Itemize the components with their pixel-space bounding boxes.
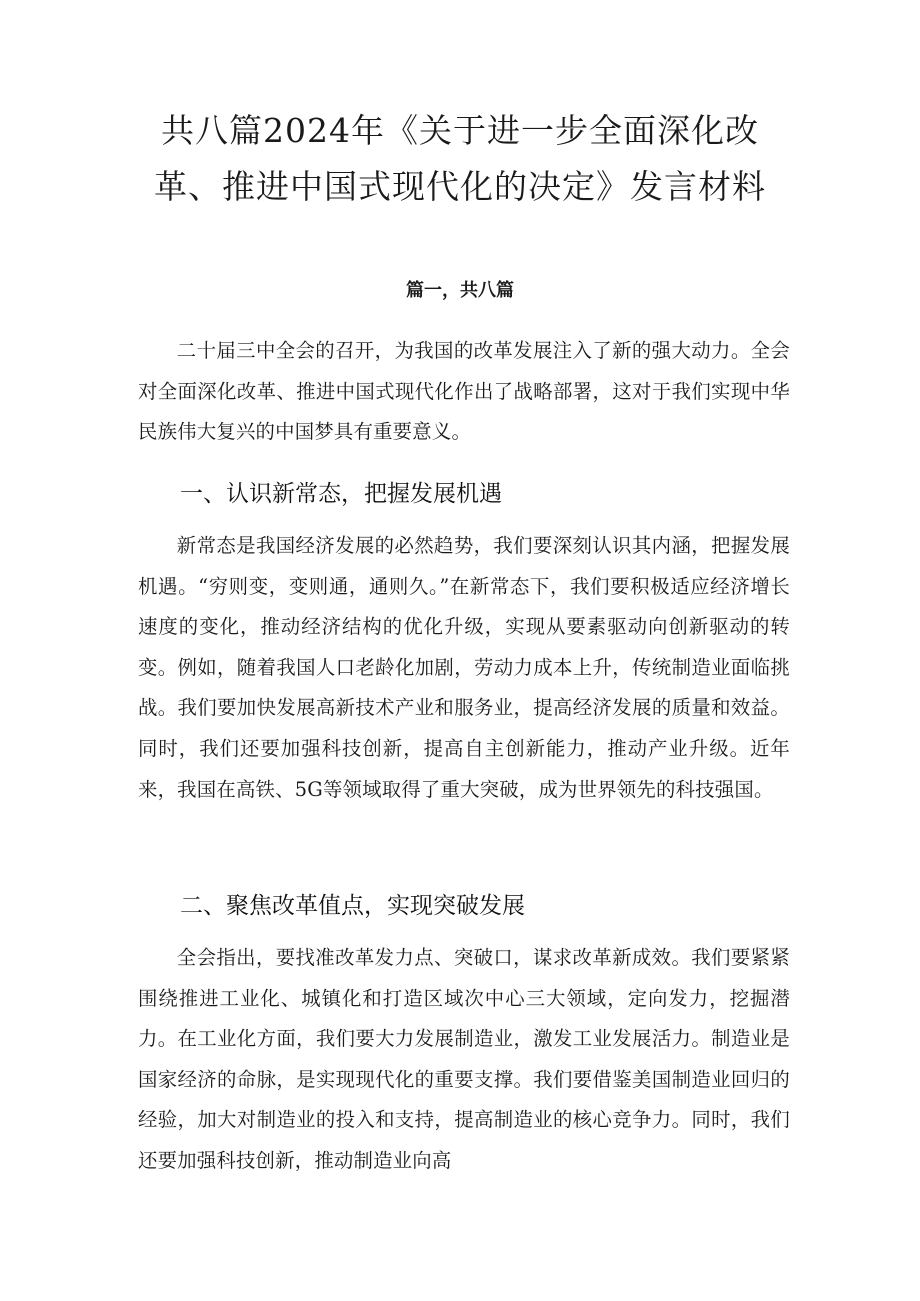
section-1-heading: 一、认识新常态，把握发展机遇: [180, 481, 502, 507]
part-heading: 篇一，共八篇: [406, 280, 514, 301]
document-title-line-2: 革、推进中国式现代化的决定》发言材料: [154, 167, 766, 206]
section-1-paragraph: 新常态是我国经济发展的必然趋势，我们要深刻认识其内涵，把握发展机遇。“穷则变，变则通，通则久。”在新常态下，我们要积极适应经济增长速度的变化，推动经济结构的优化升级，实现从要素驱动向创新驱动的转变。例如，随着我国人口老龄化加剧，劳动力成本上升，传统制造业面临挑战。我们要加快发展高新技术产业和服务业，提高经济发展的质量和效益。同时，我们还要加强科技创新，提高自主创新能力，推动产业升级。近年来，我国在高铁、5G等领域取得了重大突破，成为世界领先的科技强国。: [138, 534, 790, 801]
section-2-paragraph: 全会指出，要找准改革发力点、突破口，谋求改革新成效。我们要紧紧围绕推进工业化、城镇化和打造区域次中心三大领域，定向发力，挖掘潜力。在工业化方面，我们要大力发展制造业，激发工业发展活力。制造业是国家经济的命脉，是实现现代化的重要支撑。我们要借鉴美国制造业回归的经验，加大对制造业的投入和支持，提高制造业的核心竞争力。同时，我们还要加强科技创新，推动制造业向高: [138, 946, 790, 1172]
intro-paragraph: 二十届三中全会的召开，为我国的改革发展注入了新的强大动力。全会对全面深化改革、推进中国式现代化作出了战略部署，这对于我们实现中华民族伟大复兴的中国梦具有重要意义。: [138, 339, 790, 444]
section-2-heading: 二、聚焦改革值点，实现突破发展: [180, 893, 525, 919]
document-title-line-1: 共八篇2024年《关于进一步全面深化改: [161, 111, 759, 150]
